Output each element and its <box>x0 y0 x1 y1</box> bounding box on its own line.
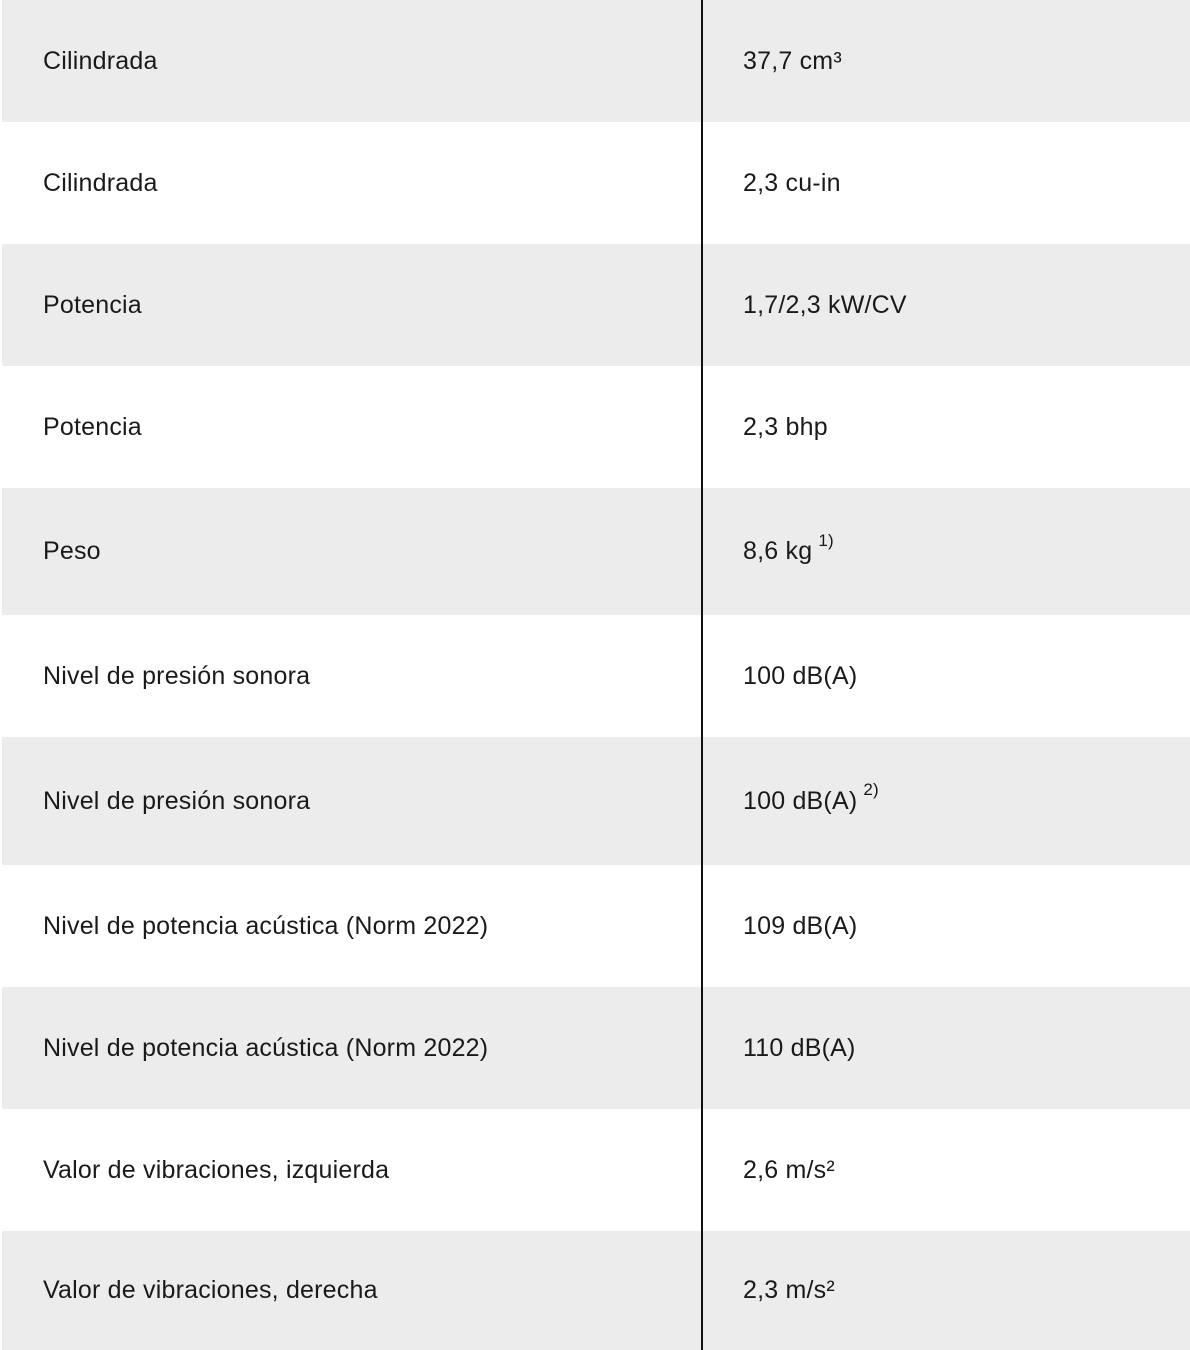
spec-row-sound-power-1 <box>2 865 1190 987</box>
spec-value-text: 2,3 bhp <box>743 412 828 441</box>
spec-label: Valor de vibraciones, izquierda <box>43 1155 390 1184</box>
spec-value <box>702 1276 1190 1305</box>
spec-value <box>702 169 1190 198</box>
spec-row-power-bhp <box>2 366 1190 488</box>
spec-value <box>702 912 1190 941</box>
spec-label: Cilindrada <box>43 46 158 75</box>
spec-row-vibration-left <box>2 1109 1190 1231</box>
spec-value <box>702 291 1190 320</box>
spec-row-displacement-cuin <box>2 122 1190 244</box>
spec-row-sound-pressure <box>2 615 1190 737</box>
spec-value-text: 37,7 cm³ <box>743 46 842 75</box>
spec-value-text: 8,6 kg <box>743 537 813 565</box>
spec-label: Nivel de presión sonora <box>43 661 311 690</box>
spec-row-sound-pressure-note <box>2 737 1190 865</box>
spec-value <box>702 413 1190 442</box>
spec-value-text: 2,6 m/s² <box>743 1155 835 1184</box>
footnote-marker: 2) <box>863 780 879 800</box>
spec-value-text: 109 dB(A) <box>743 911 858 940</box>
spec-value <box>702 662 1190 691</box>
spec-row-vibration-right <box>2 1231 1190 1350</box>
spec-value <box>702 1034 1190 1063</box>
column-divider <box>701 0 703 1350</box>
spec-row-displacement-cm3 <box>2 0 1190 122</box>
spec-label: Nivel de potencia acústica (Norm 2022) <box>43 1033 489 1062</box>
spec-value-text: 110 dB(A) <box>743 1033 856 1062</box>
spec-value-text: 2,3 cu-in <box>743 168 841 197</box>
spec-label: Valor de vibraciones, derecha <box>43 1276 378 1304</box>
spec-label: Cilindrada <box>43 168 158 197</box>
spec-value <box>702 1156 1190 1185</box>
footnote-marker: 1) <box>818 530 834 550</box>
spec-row-sound-power-2 <box>2 987 1190 1109</box>
spec-value <box>702 530 1190 566</box>
spec-value <box>702 780 1190 816</box>
spec-row-power-kw <box>2 244 1190 366</box>
spec-value-text: 100 dB(A) <box>743 786 858 815</box>
spec-label: Peso <box>43 537 101 565</box>
spec-label: Potencia <box>43 290 142 319</box>
spec-label: Nivel de potencia acústica (Norm 2022) <box>43 911 489 940</box>
spec-label: Nivel de presión sonora <box>43 786 311 815</box>
spec-value-text: 1,7/2,3 kW/CV <box>743 290 907 319</box>
spec-row-weight <box>2 488 1190 615</box>
spec-value <box>702 47 1190 76</box>
spec-value-text: 2,3 m/s² <box>743 1276 835 1304</box>
spec-label: Potencia <box>43 412 142 441</box>
spec-value-text: 100 dB(A) <box>743 661 858 690</box>
